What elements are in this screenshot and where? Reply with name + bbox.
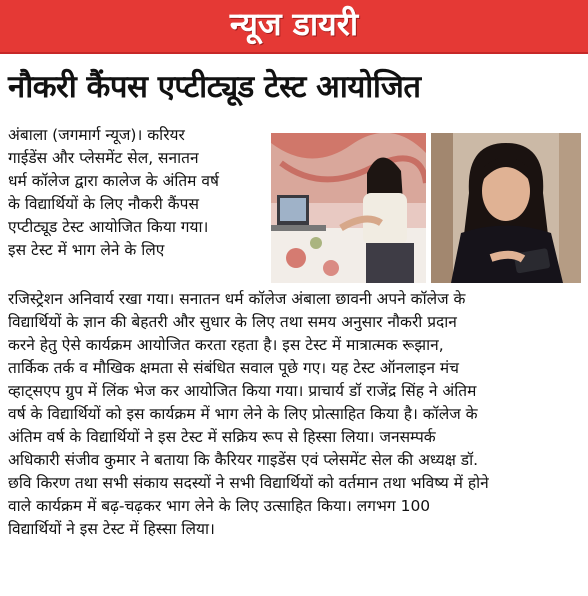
article-line: अंबाला (जगमार्ग न्यूज)। करियर xyxy=(8,126,185,144)
article-line: इस टेस्ट में भाग लेने के लिए xyxy=(8,241,165,259)
article-line: छवि किरण तथा सभी संकाय सदस्यों ने सभी विद्यार्थियों को वर्तमान तथा भविष्य में होने xyxy=(8,474,489,492)
article-line: एप्टीट्यूड टेस्ट आयोजित किया गया। xyxy=(8,218,209,236)
article-body xyxy=(8,288,580,541)
article-line: करने हेतु ऐसे कार्यक्रम आयोजित करता रहता है। इस टेस्ट में मात्रात्मक रूझान, xyxy=(8,336,444,354)
article-line: अधिकारी संजीव कुमार ने बताया कि कैरियर गाइडेंस एवं प्लेसमेंट सेल की अध्यक्ष डॉ. xyxy=(8,451,479,469)
photo-student-laptop xyxy=(271,133,426,283)
article-line: के विद्यार्थियों के लिए नौकरी कैंपस xyxy=(8,195,199,213)
article-intro-column xyxy=(8,124,261,262)
article-line: रजिस्ट्रेशन अनिवार्य रखा गया। सनातन धर्म कॉलेज अंबाला छावनी अपने कॉलेज के xyxy=(8,290,466,308)
article-line: वाले कार्यक्रम में बढ़-चढ़कर भाग लेने के लिए उत्साहित किया। लगभग 100 xyxy=(8,497,431,515)
article-line: गाईडेंस और प्लेसमेंट सेल, सनातन xyxy=(8,149,199,167)
article-line: विद्यार्थियों ने इस टेस्ट में हिस्सा लिया। xyxy=(8,520,215,538)
headline: नौकरी कैंपस एप्टीट्यूड टेस्ट आयोजित xyxy=(8,69,421,105)
article-line: व्हाट्सएप ग्रुप में लिंक भेज कर आयोजित किया गया। प्राचार्य डॉ राजेंद्र सिंह ने अंतिम xyxy=(8,382,477,400)
photo-student-phone xyxy=(431,133,581,283)
section-banner xyxy=(0,0,588,54)
article-line: विद्यार्थियों के ज्ञान की बेहतरी और सुधार के लिए तथा समय अनुसार नौकरी प्रदान xyxy=(8,313,457,331)
article-line: अंतिम वर्ष के विद्यार्थियों ने इस टेस्ट में सक्रिय रूप से हिस्सा लिया। जनसम्पर्क xyxy=(8,428,436,446)
article-line: धर्म कॉलेज द्वारा कालेज के अंतिम वर्ष xyxy=(8,172,219,190)
article-line: वर्ष के विद्यार्थियों को इस कार्यक्रम में भाग लेने के लिए प्रोत्साहित किया है। कॉलेज के xyxy=(8,405,478,423)
article-line: तार्किक तर्क व मौखिक क्षमता से संबंधित सवाल पूछे गए। यह टेस्ट ऑनलाइन मंच xyxy=(8,359,460,377)
section-title: न्यूज डायरी xyxy=(229,5,359,43)
